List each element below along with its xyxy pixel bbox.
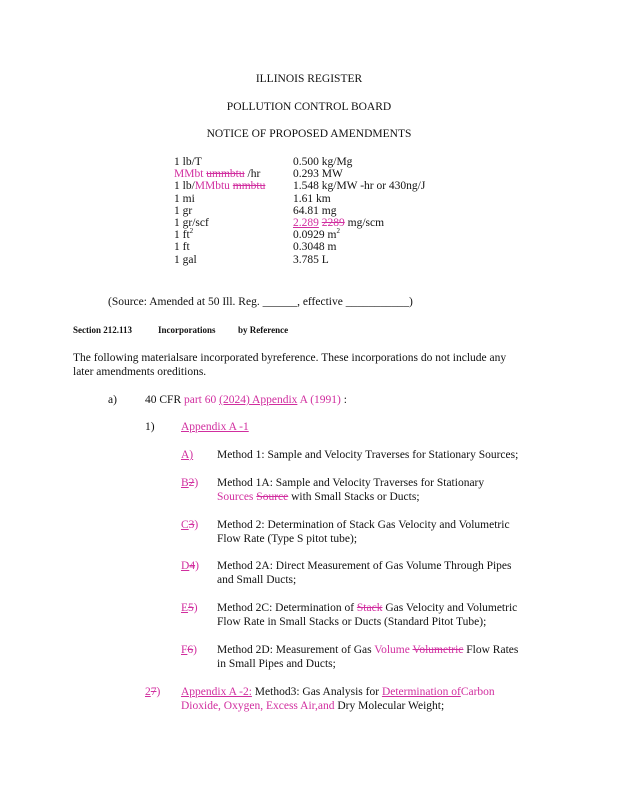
text-run: 1 ft <box>174 229 190 242</box>
text-run: Flow Rates <box>463 644 519 656</box>
conversion-from <box>174 193 195 205</box>
text-run: Volume <box>374 644 410 656</box>
superscript: 2 <box>189 227 194 236</box>
text-run: Method3: Gas Analysis for <box>251 686 382 698</box>
method-text-line-1 <box>217 477 484 489</box>
text-run: Method 2A: Direct Measurement of Gas Volume Through Pipes <box>217 560 512 572</box>
item-2-line-1 <box>181 686 495 698</box>
text-run: Volumetric <box>412 644 464 656</box>
text-run: 2 <box>145 686 151 698</box>
text-run: ) <box>194 477 199 489</box>
item-a-text <box>145 394 347 406</box>
intro-line-1: The following materialsare incorporated byreference. These incorporations do not include any <box>73 352 507 364</box>
text-run: Sources <box>217 491 254 503</box>
conversion-from <box>174 205 192 217</box>
conversion-from <box>174 180 265 192</box>
text-run: 5 <box>188 602 194 614</box>
source-note: (Source: Amended at 50 Ill. Reg. ______, effective ___________) <box>108 296 413 308</box>
method-label <box>181 602 198 614</box>
text-run: 4 <box>189 560 196 572</box>
text-run: Stack <box>356 602 383 614</box>
text-run: 1.548 kg/MW -hr or 430ng/J <box>293 180 426 193</box>
text-run: : <box>340 394 347 406</box>
conversion-to <box>293 229 340 241</box>
method-text-line-1 <box>217 449 518 461</box>
text-run: D <box>181 560 190 572</box>
register-title: ILLINOIS REGISTER <box>255 73 363 85</box>
text-run: MMbtu <box>194 180 230 193</box>
text-run: 1 gr <box>174 204 193 217</box>
method-text-line-1 <box>217 602 517 614</box>
conversion-to <box>293 241 336 253</box>
text-run: ummbtu <box>206 168 245 181</box>
conversion-from <box>174 254 197 266</box>
conversion-to <box>293 156 352 168</box>
text-run: E <box>181 602 189 614</box>
text-run: A (1991) <box>297 394 341 406</box>
conversion-to <box>293 193 331 205</box>
method-text-line-2 <box>217 574 296 586</box>
text-run: ) <box>194 519 199 531</box>
conversion-from <box>174 168 260 180</box>
text-run: mmbtu <box>232 180 266 193</box>
board-title: POLLUTION CONTROL BOARD <box>226 101 392 113</box>
text-run: Carbon <box>460 686 495 698</box>
text-run: Method 2: Determination of Stack Gas Velocity and Volumetric <box>217 519 510 531</box>
text-run: 1 ft <box>174 241 190 254</box>
item-2-line-2 <box>181 700 444 712</box>
conversion-to <box>293 168 343 180</box>
text-run: Dioxide, Oxygen, Excess Air,and <box>181 700 335 712</box>
conversion-to <box>293 180 425 192</box>
text-run: ) <box>195 560 199 572</box>
method-text-line-2 <box>217 491 420 503</box>
method-text-line-2 <box>217 533 357 545</box>
text-run: in Small Pipes and Ducts; <box>217 658 336 670</box>
notice-title: NOTICE OF PROPOSED AMENDMENTS <box>206 128 412 140</box>
text-run: Appendix A -2: <box>181 686 252 698</box>
text-run: 0.293 MW <box>293 168 343 181</box>
text-run: 40 CFR <box>145 394 184 406</box>
method-text-line-1 <box>217 644 518 656</box>
text-run: 3.785 L <box>293 253 329 266</box>
text-run: (2024) Appendix <box>219 394 298 406</box>
text-run: A) <box>181 449 194 461</box>
appendix-a1-link: Appendix A -1 <box>181 421 249 433</box>
text-run: 1 lb/T <box>174 156 202 168</box>
conversion-to <box>293 254 329 266</box>
text-run: MMbt <box>174 168 204 181</box>
text-run: Determination of <box>381 686 461 698</box>
text-run: part 60 <box>184 394 217 406</box>
superscript: 2 <box>336 227 340 236</box>
text-run: Method 2D: Measurement of Gas <box>217 644 375 656</box>
text-run: 1 lb/ <box>174 180 195 193</box>
text-run: Method 2C: Determination of <box>217 602 357 614</box>
method-label <box>181 519 198 531</box>
text-run: Method 1A: Sample and Velocity Traverses for Stationary <box>217 477 485 489</box>
text-run: mg/scm <box>344 217 385 229</box>
text-run: 1 gr/scf <box>174 217 209 229</box>
text-run: C <box>181 519 189 531</box>
text-run: Flow Rate in Small Stacks or Ducts (Standard Pitot Tube); <box>217 616 487 628</box>
conversion-from <box>174 156 202 168</box>
text-run: Method 1: Sample and Velocity Traverses for Stationary Sources; <box>217 449 519 461</box>
method-text-line-1 <box>217 560 512 572</box>
text-run: 3 <box>188 519 195 531</box>
intro-line-2: later amendments oreditions. <box>73 366 207 378</box>
text-run: with Small Stacks or Ducts; <box>288 491 420 503</box>
item-2-label <box>145 686 160 698</box>
text-run: 7 <box>150 686 157 698</box>
text-run: Source <box>256 491 289 503</box>
text-run: /hr <box>244 168 261 181</box>
method-label <box>181 644 197 656</box>
item-1-label: 1) <box>145 421 155 433</box>
text-run: 1.61 km <box>293 192 331 205</box>
text-run: B <box>181 477 189 489</box>
item-a-label: a) <box>108 394 117 406</box>
text-run: and Small Ducts; <box>217 574 297 586</box>
text-run: Flow Rate (Type S pitot tube); <box>217 533 358 545</box>
method-label <box>181 449 193 461</box>
method-text-line-2 <box>217 658 336 670</box>
text-run: Dry Molecular Weight; <box>334 700 445 712</box>
section-number: Section 212.113 <box>73 325 133 335</box>
text-run: 0.0929 m <box>293 229 337 242</box>
text-run: ) <box>193 602 198 614</box>
text-run: 2 <box>188 477 195 489</box>
text-run: 0.500 kg/Mg <box>293 156 353 168</box>
text-run: 6 <box>187 644 194 656</box>
conversion-to <box>293 205 336 217</box>
text-run: F <box>181 644 188 656</box>
text-run: 64.81 mg <box>293 204 337 217</box>
text-run: 1 mi <box>174 192 195 205</box>
text-run: 2.289 <box>293 217 319 229</box>
section-title: Incorporations <box>158 325 216 335</box>
text-run: 1 gal <box>174 253 197 266</box>
text-run: Gas Velocity and Volumetric <box>382 602 518 614</box>
conversion-from <box>174 229 193 241</box>
text-run: 2289 <box>321 217 345 229</box>
text-run: ) <box>193 644 197 656</box>
method-text-line-2 <box>217 616 486 628</box>
method-label <box>181 560 199 572</box>
section-by-reference: by Reference <box>238 325 289 335</box>
method-text-line-1 <box>217 519 510 531</box>
conversion-from <box>174 241 190 253</box>
method-label <box>181 477 198 489</box>
text-run: ) <box>156 686 161 698</box>
text-run: 0.3048 m <box>293 241 337 254</box>
